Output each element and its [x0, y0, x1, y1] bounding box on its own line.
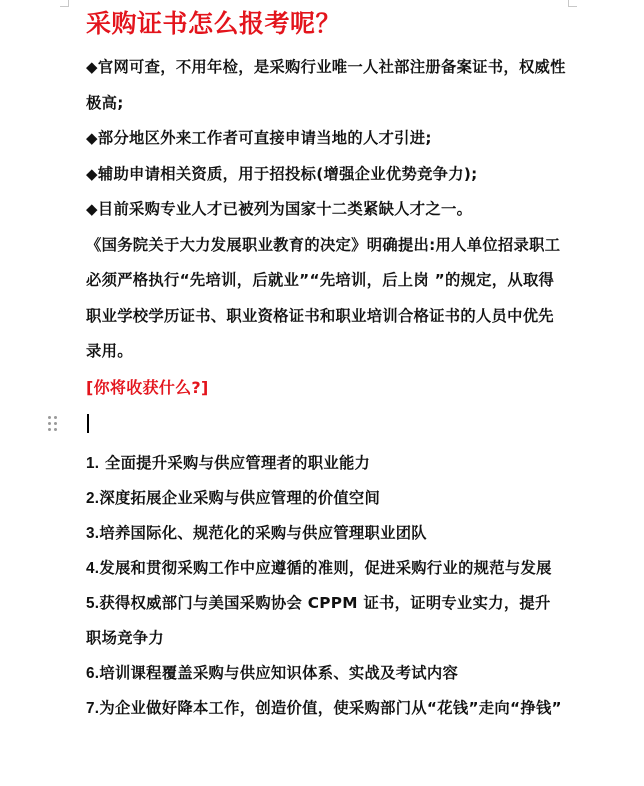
list-item-text: 全面提升采购与供应管理者的职业能力 — [99, 453, 371, 472]
list-item-number: 6. — [86, 664, 100, 682]
bullet-item — [86, 157, 566, 193]
diamond-bullet-icon: ◆ — [86, 129, 98, 147]
bullet-text: 官网可查，不用年检，是采购行业唯一人社部注册备案证书，权威性极高; — [86, 58, 566, 112]
document-body[interactable] — [86, 6, 566, 726]
list-item-text: 培养国际化、规范化的采购与供应管理职业团队 — [99, 523, 427, 542]
list-item-text: 为企业做好降本工作，创造价值，使采购部门从“花钱”走向“挣钱” — [99, 698, 562, 717]
empty-paragraph[interactable] — [86, 406, 566, 442]
list-item-number: 2. — [86, 489, 100, 507]
list-item-text: 获得权威部门与美国采购协会 CPPM 证书，证明专业实力，提升职场竞争力 — [86, 593, 551, 647]
bullet-item — [86, 50, 566, 121]
list-item-number: 5. — [86, 594, 100, 612]
text-caret — [87, 414, 89, 433]
bullet-text: 目前采购专业人才已被列为国家十二类紧缺人才之一。 — [97, 200, 473, 218]
diamond-bullet-icon: ◆ — [86, 58, 98, 76]
list-item-text: 深度拓展企业采购与供应管理的价值空间 — [99, 488, 381, 507]
page-corner-mark-left — [60, 0, 69, 7]
document-title: 采购证书怎么报考呢？ — [86, 9, 342, 38]
benefits-list — [86, 446, 566, 726]
list-item — [86, 586, 566, 656]
list-item — [86, 551, 566, 586]
policy-paragraph: 《国务院关于大力发展职业教育的决定》明确提出:用人单位招录职工必须严格执行“先培训，后就业”“先培训，后上岗 ”的规定，从取得职业学校学历证书、职业资格证书和职业培训合格证书的人员中优先录用。 — [86, 235, 561, 360]
list-item-number: 4. — [86, 559, 100, 577]
bullet-text: 部分地区外来工作者可直接申请当地的人才引进; — [97, 129, 432, 147]
list-item — [86, 656, 566, 691]
list-item — [86, 691, 566, 726]
drag-handle-icon[interactable] — [48, 416, 60, 432]
list-item — [86, 446, 566, 481]
list-item-text: 发展和贯彻采购工作中应遵循的准则，促进采购行业的规范与发展 — [99, 558, 552, 577]
bullet-item — [86, 192, 566, 228]
bullet-item — [86, 121, 566, 157]
section-heading: [你将收获什么?] — [86, 377, 209, 397]
diamond-bullet-icon: ◆ — [86, 164, 98, 183]
list-item — [86, 516, 566, 551]
list-item — [86, 481, 566, 516]
bullet-text: 辅助申请相关资质，用于招投标(增强企业优势竞争力); — [97, 164, 478, 183]
diamond-bullet-icon: ◆ — [86, 200, 98, 218]
list-item-text: 培训课程覆盖采购与供应知识体系、实战及考试内容 — [99, 663, 459, 682]
list-item-number: 3. — [86, 524, 100, 542]
list-item-number: 1. — [86, 454, 100, 472]
list-item-number: 7. — [86, 699, 100, 717]
page-corner-mark-right — [568, 0, 577, 7]
